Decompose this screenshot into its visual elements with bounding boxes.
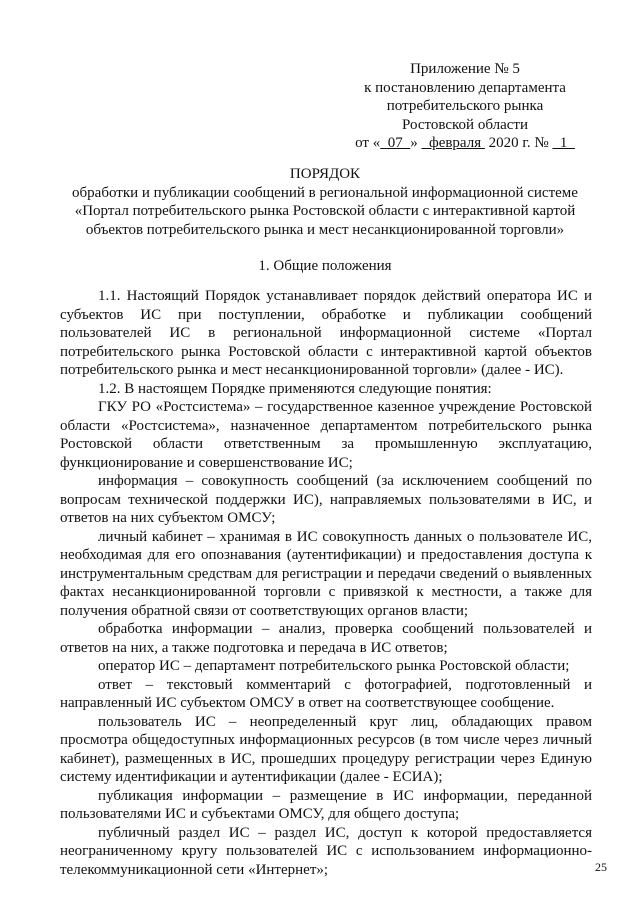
paragraph: информация – совокупность сообщений (за исключением сообщений по вопросам технической поддержки ИС), направляемых пользователями в ИС, и ответов на них субъектом ОМСУ; xyxy=(60,473,592,526)
paragraph: ГКУ РО «Ростсистема» – государственное казенное учреждение Ростовской области «Ростсистема», назначенное департаментом потребительского рынка Ростовской области ответственным за промышленную эксплуатацию, функционирование и совершенствование ИС; xyxy=(60,399,592,471)
document-title xyxy=(60,165,590,239)
date-mid: » xyxy=(410,135,418,151)
paragraph: публикация информации – размещение в ИС информации, переданной пользователями ИС и субъектами ОМСУ, для общего доступа; xyxy=(60,787,592,822)
appendix-header xyxy=(340,60,590,153)
document-number: 1 xyxy=(552,135,575,151)
page-number: 25 xyxy=(595,860,607,874)
paragraph: ответ – текстовый комментарий с фотографией, подготовленный и направленный ИС субъектом ОМСУ в ответ на соответствующее сообщение. xyxy=(60,676,592,711)
title-heading: ПОРЯДОК xyxy=(289,166,361,182)
paragraph: публичный раздел ИС – раздел ИС, доступ к которой предоставляется неограниченному кругу пользователей ИС с использованием информационно-телекоммуникационной сети «Интернет»; xyxy=(60,824,592,878)
date-year: 2020 г. № xyxy=(484,135,553,151)
paragraph: пользователь ИС – неопределенный круг лиц, обладающих правом просмотра общедоступных информационных ресурсов (в том числе через личный кабинет), размещенных в ИС, прошедших процедуру регистрации через Единую систему идентификации и аутентификации (далее - ЕСИА); xyxy=(60,713,592,785)
date-month: февраля xyxy=(421,135,485,151)
paragraph: 1.1. Настоящий Порядок устанавливает порядок действий оператора ИС и субъектов ИС при поступлении, обработке и публикации сообщений пользователей ИС в региональной информационной системе «Портал потребительского рынка Ростовской области с интерактивной картой объектов потребительского рынка и мест несанкционированной торговли» (далее - ИС). xyxy=(60,288,592,378)
title-line: обработки и публикации сообщений в региональной информационной системе xyxy=(72,184,578,201)
paragraph: обработка информации – анализ, проверка сообщений пользователей и ответов на них, а также подготовка и передача в ИС ответов; xyxy=(60,621,592,656)
appendix-line: потребительского рынка xyxy=(386,98,544,114)
section-title: 1. Общие положения xyxy=(258,258,392,274)
appendix-line: к постановлению департамента xyxy=(364,79,566,96)
appendix-date-line xyxy=(340,134,590,153)
title-line: объектов потребительского рынка и мест несанкционированной торговли» xyxy=(85,221,565,238)
title-line: «Портал потребительского рынка Ростовской области с интерактивной картой xyxy=(74,203,576,219)
date-prefix: от « xyxy=(355,135,381,151)
paragraph: 1.2. В настоящем Порядке применяются следующие понятия: xyxy=(98,380,492,397)
appendix-line: Приложение № 5 xyxy=(410,61,520,77)
document-body xyxy=(60,287,592,879)
appendix-line: Ростовской области xyxy=(402,116,528,133)
paragraph: оператор ИС – департамент потребительского рынка Ростовской области; xyxy=(98,658,570,674)
date-day: 07 xyxy=(380,135,411,151)
paragraph: личный кабинет – хранимая в ИС совокупность данных о пользователе ИС, необходимая для его опознавания (аутентификации) и предоставления доступа к инструментальным средствам для регистрации и передачи сведений о выявленных фактах несанкционированной торговли с привязкой к местности, а также для получения обратной связи от соответствующих органов власти; xyxy=(60,528,592,619)
